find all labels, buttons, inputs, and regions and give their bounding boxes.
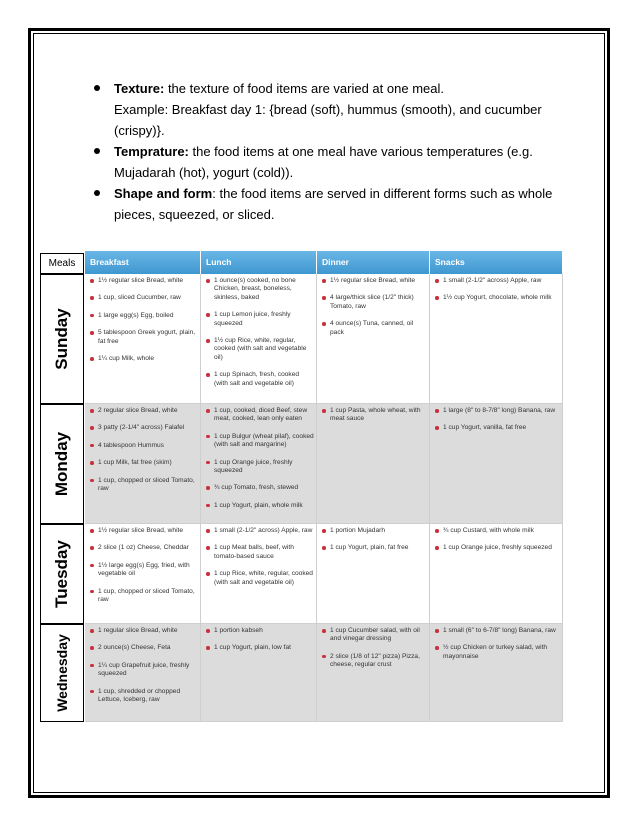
food-entry [321, 627, 427, 644]
red-bullet-icon [206, 339, 210, 343]
bullet-dot-icon [94, 148, 100, 154]
red-bullet-icon [435, 529, 439, 533]
food-entry-text: 4 ounce(s) Tuna, canned, oil pack [330, 320, 414, 336]
red-bullet-icon [206, 486, 210, 490]
red-bullet-icon [90, 646, 94, 650]
red-bullet-icon [206, 629, 210, 633]
food-entry [89, 627, 198, 635]
meal-cell-snacks [430, 524, 563, 624]
red-bullet-icon [322, 322, 326, 326]
food-entry-text: 1 cup Yogurt, vanilla, fat free [443, 424, 527, 432]
food-entry-text: 1 regular slice Bread, white [98, 627, 178, 634]
red-bullet-icon [90, 529, 94, 533]
food-entry-text: 1 portion Mujadarh [330, 527, 385, 534]
red-bullet-icon [322, 629, 326, 633]
food-entry-text: 1 large (8" to 8-7/8" long) Banana, raw [443, 407, 556, 414]
food-entry [434, 277, 560, 285]
principles-list [94, 78, 574, 225]
bullet-texture [94, 78, 574, 141]
food-entry-text: ¾ cup Tomato, fresh, stewed [214, 484, 299, 492]
food-entry-text: ½ cup Chicken or turkey salad, with mayonnaise [443, 644, 548, 660]
day-label-cell [40, 274, 84, 404]
meal-cell-breakfast [85, 274, 201, 404]
food-entry-text: 2 slice (1/8 of 12" pizza) Pizza, cheese, regular crust [330, 652, 420, 669]
food-entry [434, 644, 560, 661]
food-entry-text: 1 cup Cucumber salad, with oil and vinegar dressing [330, 627, 420, 643]
meal-cell-breakfast [85, 524, 201, 624]
food-entry [89, 294, 198, 302]
food-entry-text: 1 cup Orange juice, freshly squeezed [214, 458, 293, 475]
food-entry-text: 1 cup Rice, white, regular, cooked (with salt and vegetable oil) [214, 570, 313, 586]
food-entry [205, 570, 314, 587]
red-bullet-icon [322, 529, 326, 533]
food-entry-text: 2 regular slice Bread, white [98, 407, 178, 414]
bullet-text: the texture of food items are varied at one meal. [164, 81, 444, 96]
food-entry-text: 1 cup Yogurt, plain, low fat [214, 644, 291, 652]
red-bullet-icon [206, 572, 210, 576]
red-bullet-icon [90, 444, 94, 448]
red-bullet-icon [90, 664, 94, 668]
red-bullet-icon [206, 646, 210, 650]
food-entry [205, 644, 314, 652]
red-bullet-icon [90, 357, 94, 361]
bullet-shape-form [94, 183, 574, 225]
food-entry-text: 1 small (6" to 6-7/8" long) Banana, raw [443, 627, 556, 634]
food-entry-text: 2 ounce(s) Cheese, Feta [98, 644, 171, 652]
red-bullet-icon [322, 655, 326, 659]
column-header-breakfast: Breakfast [85, 251, 201, 274]
food-entry [89, 355, 198, 363]
bullet-term: Temprature: [114, 144, 189, 159]
red-bullet-icon [206, 546, 210, 550]
food-entry-text: 4 tablespoon Hummus [98, 441, 164, 449]
red-bullet-icon [90, 461, 94, 465]
food-entry-text: 1 cup Yogurt, plain, fat free [330, 544, 409, 552]
red-bullet-icon [322, 409, 326, 413]
food-entry [89, 688, 198, 705]
food-entry-text: 1 cup, chopped or sliced Tomato, raw [98, 476, 195, 493]
food-entry [89, 544, 198, 552]
food-entry-text: 1 cup Lemon juice, freshly squeezed [214, 311, 291, 327]
food-entry [434, 407, 560, 415]
food-entry [434, 424, 560, 432]
food-entry-text: 1 large egg(s) Egg, boiled [98, 311, 174, 319]
food-entry-text: 1 cup Orange juice, freshly squeezed [443, 544, 552, 552]
meal-cell-breakfast [85, 624, 201, 722]
food-entry-text: 1 cup Yogurt, plain, whole milk [214, 501, 303, 509]
food-entry [89, 477, 198, 494]
food-entry [89, 562, 198, 579]
red-bullet-icon [90, 279, 94, 283]
column-header-lunch: Lunch [201, 251, 317, 274]
food-entry [205, 433, 314, 450]
food-entry-text: 1 cup Milk, fat free (skim) [98, 459, 172, 467]
bullet-dot-icon [94, 190, 100, 196]
meal-cell-dinner [317, 404, 430, 524]
day-row-sunday [40, 274, 563, 404]
red-bullet-icon [206, 435, 210, 439]
day-label-cell [40, 524, 84, 624]
red-bullet-icon [90, 590, 94, 594]
food-entry-text: 1½ regular slice Bread, white [98, 527, 184, 534]
food-entry [89, 424, 198, 432]
food-entry [89, 407, 198, 415]
red-bullet-icon [90, 296, 94, 300]
food-entry-text: 5 tablespoon Greek yogurt, plain, fat free [98, 329, 196, 345]
food-entry-text: 1 small (2-1/2" across) Apple, raw [214, 527, 313, 534]
meal-cell-lunch [201, 524, 317, 624]
red-bullet-icon [90, 426, 94, 430]
day-row-monday [40, 404, 563, 524]
food-entry-text: 1 cup Meat balls, beef, with tomato-based sauce [214, 544, 294, 560]
food-entry [205, 527, 314, 535]
meal-cell-lunch [201, 624, 317, 722]
food-entry [434, 544, 560, 552]
meal-cell-dinner [317, 274, 430, 404]
red-bullet-icon [206, 313, 210, 317]
food-entry [205, 311, 314, 328]
day-row-wednesday [40, 624, 563, 722]
red-bullet-icon [90, 629, 94, 633]
food-entry [434, 527, 560, 535]
day-row-tuesday [40, 524, 563, 624]
red-bullet-icon [435, 426, 439, 430]
column-header-snacks: Snacks [430, 251, 563, 274]
red-bullet-icon [90, 314, 94, 318]
red-bullet-icon [206, 504, 210, 508]
red-bullet-icon [206, 409, 210, 413]
food-entry [321, 653, 427, 670]
meal-cell-lunch [201, 274, 317, 404]
bullet-text: : the food items are served in different forms such as whole [212, 186, 553, 201]
red-bullet-icon [206, 279, 210, 283]
red-bullet-icon [206, 373, 210, 377]
table-header [40, 251, 563, 274]
day-label: Monday [52, 431, 71, 497]
meal-cell-lunch [201, 404, 317, 524]
food-entry [89, 459, 198, 467]
meal-cell-dinner [317, 624, 430, 722]
food-entry-text: ¾ cup Custard, with whole milk [443, 527, 534, 534]
bullet-extra: Example: Breakfast day 1: {bread (soft), hummus (smooth), and cucumber [114, 102, 542, 117]
food-entry-text: 2 slice (1 oz) Cheese, Cheddar [98, 544, 189, 552]
food-entry [205, 502, 314, 510]
red-bullet-icon [322, 296, 326, 300]
red-bullet-icon [435, 279, 439, 283]
food-entry [205, 484, 314, 492]
bullet-text: the food items at one meal have various temperatures (e.g. [188, 144, 533, 159]
food-entry-text: 1½ regular slice Bread, white [98, 277, 184, 284]
bullet-extra: pieces, squeezed, or sliced. [114, 207, 275, 222]
food-entry [321, 544, 427, 552]
meals-label: Meals [40, 253, 84, 274]
food-entry-text: 1 cup, sliced Cucumber, raw [98, 294, 181, 302]
bullet-term: Shape and form [114, 186, 213, 201]
food-entry-text: 1 cup, cooked, diced Beef, stew meat, cooked, lean only eaten [214, 407, 308, 423]
food-entry-text: 1 cup Pasta, whole wheat, with meat sauce [330, 407, 421, 423]
food-entry-text: 3 patty (2-1/4" across) Falafel [98, 424, 185, 432]
red-bullet-icon [90, 331, 94, 335]
food-entry-text: 1½ regular slice Bread, white [330, 277, 416, 284]
food-entry-text: 1 ounce(s) cooked, no bone Chicken, breast, boneless, skinless, baked [214, 277, 296, 301]
food-entry [205, 459, 314, 476]
bullet-dot-icon [94, 85, 100, 91]
food-entry-text: 1½ large egg(s) Egg, fried, with vegetable oil [98, 561, 190, 578]
red-bullet-icon [90, 690, 94, 694]
food-entry-text: 4 large/thick slice (1/2" thick) Tomato, raw [330, 294, 414, 310]
food-entry-text: 1 cup, shredded or chopped Lettuce, Iceberg, raw [98, 687, 181, 704]
meal-cell-snacks [430, 404, 563, 524]
food-entry [205, 544, 314, 561]
bullet-term: Texture: [114, 81, 165, 96]
food-entry [89, 644, 198, 652]
bullet-extra: Mujadarah (hot), yogurt (cold)). [114, 165, 294, 180]
food-entry-text: 1½ cup Rice, white, regular, cooked (with salt and vegetable oil) [214, 337, 307, 361]
food-entry [321, 527, 427, 535]
day-label: Sunday [52, 308, 71, 370]
day-label-cell [40, 404, 84, 524]
red-bullet-icon [90, 546, 94, 550]
column-header-dinner: Dinner [317, 251, 430, 274]
food-entry-text: 1¼ cup Milk, whole [98, 355, 155, 363]
food-entry [205, 371, 314, 388]
food-entry [89, 662, 198, 679]
food-entry [321, 277, 427, 285]
red-bullet-icon [435, 646, 439, 650]
red-bullet-icon [435, 296, 439, 300]
food-entry-text: 1 small (2-1/2" across) Apple, raw [443, 277, 542, 284]
food-entry-text: 1¼ cup Grapefruit juice, freshly squeezed [98, 661, 190, 678]
red-bullet-icon [435, 409, 439, 413]
red-bullet-icon [90, 409, 94, 413]
red-bullet-icon [90, 564, 94, 568]
food-entry-text: 1 portion kabseh [214, 627, 263, 634]
food-entry [321, 407, 427, 424]
red-bullet-icon [90, 479, 94, 483]
red-bullet-icon [206, 461, 210, 465]
meal-cell-snacks [430, 624, 563, 722]
meal-cell-breakfast [85, 404, 201, 524]
food-entry-text: 1½ cup Yogurt, chocolate, whole milk [443, 294, 552, 302]
red-bullet-icon [206, 529, 210, 533]
meal-cell-dinner [317, 524, 430, 624]
food-entry-text: 1 cup Bulgur (wheat pilaf), cooked (with salt and margarine) [214, 432, 314, 449]
day-label-cell [40, 624, 84, 722]
food-entry [89, 588, 198, 605]
food-entry [89, 329, 198, 346]
food-entry [205, 277, 314, 302]
food-entry [89, 442, 198, 450]
food-entry [205, 627, 314, 635]
day-label: Tuesday [52, 540, 71, 608]
bullet-extra: (crispy)}. [114, 123, 165, 138]
food-entry-text: 1 cup, chopped or sliced Tomato, raw [98, 587, 195, 604]
food-entry-text: 1 cup Spinach, fresh, cooked (with salt and vegetable oil) [214, 371, 300, 387]
food-entry [321, 294, 427, 311]
red-bullet-icon [322, 546, 326, 550]
bullet-temperature [94, 141, 574, 183]
red-bullet-icon [435, 546, 439, 550]
meal-cell-snacks [430, 274, 563, 404]
food-entry [89, 277, 198, 285]
food-entry [321, 320, 427, 337]
food-entry [205, 337, 314, 362]
food-entry [89, 527, 198, 535]
food-entry [434, 627, 560, 635]
food-entry [434, 294, 560, 302]
red-bullet-icon [435, 629, 439, 633]
food-entry [89, 312, 198, 320]
day-label: Wednesday [54, 634, 70, 712]
red-bullet-icon [322, 279, 326, 283]
food-entry [205, 407, 314, 424]
